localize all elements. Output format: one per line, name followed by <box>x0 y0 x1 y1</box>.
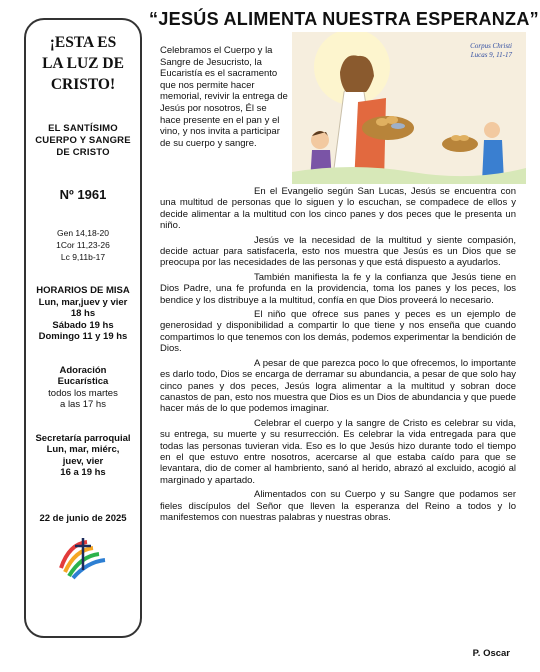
mass-schedule-line: 18 hs <box>70 308 96 319</box>
issue-number: Nº 1961 <box>59 187 107 202</box>
caption-line: Corpus Christi <box>470 42 512 50</box>
illustration-jesus-loaves <box>292 32 526 184</box>
page-title: “JESÚS ALIMENTA NUESTRA ESPERANZA” <box>149 9 539 29</box>
adoration-time: todos los martes <box>48 387 118 399</box>
reading-ref: Lc 9,11b-17 <box>60 252 106 262</box>
sidebar-title <box>26 32 140 95</box>
mass-schedule <box>26 285 140 343</box>
sidebar-panel <box>24 18 142 638</box>
issue-date: 22 de junio de 2025 <box>39 512 127 524</box>
secretary-line: 16 a 19 hs <box>60 467 106 478</box>
article-paragraph: El niño que ofrece sus panes y peces es un ejemplo de generosidad y disponibilidad a compartir lo que tiene y nos enseña que cuando compartimos lo que tenemos con los demás, podemos experimentar la bendición de Dios. <box>160 309 516 355</box>
article-paragraph: A pesar de que parezca poco lo que ofrecemos, lo importante es darlo todo, Dios se encarga de derramar su abundancia, a pesar de que solo hay cinco panes y dos peces, Jesús logra alimentar a la multitud y sobran doce canastos de pan, esto nos muestra que Dios es un Dios de abundancia y que puede hacer más de lo que podemos imaginar. <box>160 357 516 415</box>
adoration-info <box>26 365 140 411</box>
mass-schedule-heading: HORARIOS DE MISA <box>36 285 130 296</box>
article-paragraph: En el Evangelio según San Lucas, Jesús se encuentra con una multitud de personas que lo siguen y lo escuchan, se compadece de ellos y decide alimentar a la multitud con los cinco panes y dos peces que le presenta un niño. <box>160 186 516 232</box>
signature: P. Oscar <box>472 648 510 659</box>
sidebar-title-line: CRISTO! <box>50 76 116 93</box>
feast-name <box>26 123 140 159</box>
secretary-hours <box>26 433 140 479</box>
illustration-caption <box>470 42 512 60</box>
article-paragraph: Alimentados con su Cuerpo y su Sangre que podamos ser fieles discípulos del Señor que lleven la esperanza del Reino a todos y lo manifestemos con nuestras palabras y nuestras obras. <box>160 489 516 523</box>
secretary-line: Lun, mar, miérc, <box>46 444 120 455</box>
sidebar-title-line: ¡ESTA ES <box>49 34 117 51</box>
feast-name-line: EL SANTÍSIMO <box>48 123 118 134</box>
feast-name-line: CUERPO Y SANGRE <box>35 135 131 146</box>
jubilee-logo <box>53 532 113 584</box>
reading-ref: 1Cor 11,23-26 <box>56 240 110 250</box>
article-paragraph: Celebrar el cuerpo y la sangre de Cristo es celebrar su vida, su entrega, su muerte y su resurrección. Es celebrar la vida entregada para que todas las personas tuvieran vida. Eso es lo que Jesús hizo durante todo el tiempo en el que estuvo entre nosotros, acercarse al que estaba caído para que se levantara, dio de comer al hambriento, sanó al herido, abrazó al excluido, acogió al marginado y apartado. <box>160 417 516 486</box>
adoration-heading: Adoración <box>59 364 107 376</box>
reading-ref: Gen 14,18-20 <box>57 228 109 238</box>
sidebar-title-line: LA LUZ DE <box>42 55 124 72</box>
article-body <box>160 186 516 526</box>
secretary-line: juev, vier <box>62 455 104 467</box>
caption-line: Lucas 9, 11-17 <box>470 51 512 59</box>
article-paragraph: Jesús ve la necesidad de la multitud y siente compasión, decide actuar para satisfacerla, esto nos muestra que Jesús es un Dios que se preocupa por las necesidades de las personas y que está dispuesto a ayudarlos. <box>160 234 516 269</box>
readings-list <box>26 227 140 263</box>
intro-paragraph: Celebramos el Cuerpo y la Sangre de Jesucristo, la Eucaristía es el sacramento que nos permite hacer memorial, revivir la entrega de Jesús por nosotros, Él se hace presente en el pan y el vino, y nos invita a participar de su cuerpo y sangre. <box>160 45 288 149</box>
adoration-heading: Eucarística <box>57 376 109 387</box>
article-paragraph: También manifiesta la fe y la confianza que Jesús tiene en Dios Padre, una fe profunda en la providencia, toma los panes y los peces, los bendice y los distribuye a la multitud, confía en que Dios proveerá lo necesario. <box>160 271 516 306</box>
adoration-time: a las 17 hs <box>60 399 106 410</box>
mass-schedule-line: Domingo 11 y 19 hs <box>38 331 128 342</box>
secretary-line: Secretaría parroquial <box>35 432 131 444</box>
feast-name-line: DE CRISTO <box>56 147 110 158</box>
mass-schedule-line: Sábado 19 hs <box>52 319 114 331</box>
mass-schedule-line: Lun, mar,juev y vier <box>38 296 128 308</box>
